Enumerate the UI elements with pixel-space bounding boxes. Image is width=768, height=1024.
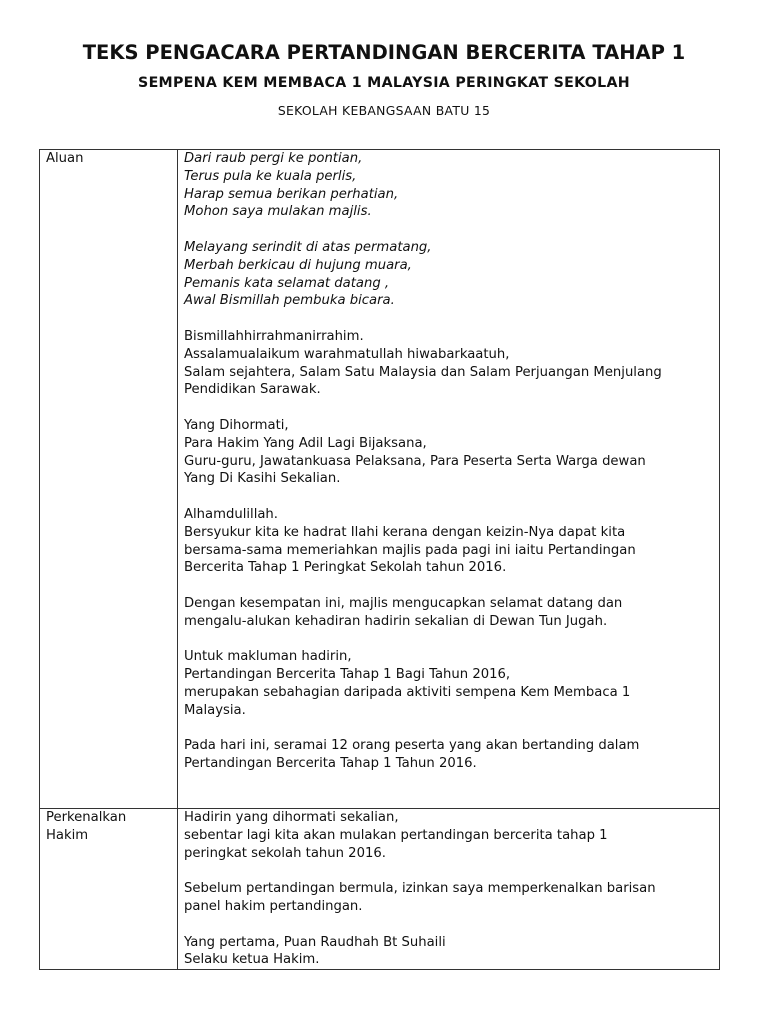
text-line: Hadirin yang dihormati sekalian, — [184, 810, 399, 825]
speech-paragraph — [184, 934, 715, 970]
text-line: Dengan kesempatan ini, majlis mengucapkan selamat datang dan — [184, 595, 623, 611]
speech-paragraph — [184, 595, 715, 631]
text-line: Untuk makluman hadirin, — [184, 649, 352, 665]
speech-paragraph — [184, 880, 715, 916]
text-line: merupakan sebahagian daripada aktiviti sempena Kem Membaca 1 — [184, 684, 631, 700]
speech-paragraph — [184, 737, 715, 773]
section-content-cell — [178, 150, 720, 809]
text-line: mengalu-alukan kehadiran hadirin sekalian di Dewan Tun Jugah. — [184, 613, 608, 629]
section-label-cell — [40, 150, 178, 809]
text-line: bersama-sama memeriahkan majlis pada pagi ini iaitu Pertandingan — [184, 542, 636, 558]
pantun-verse — [184, 239, 715, 310]
text-line: Terus pula ke kuala perlis, — [184, 168, 357, 184]
text-line: sebentar lagi kita akan mulakan pertandingan bercerita tahap 1 — [184, 827, 608, 843]
pantun-verse — [184, 150, 715, 221]
speech-paragraph — [184, 809, 715, 862]
speech-paragraph — [184, 328, 715, 399]
speech-paragraph — [184, 648, 715, 719]
text-line: Mohon saya mulakan majlis. — [184, 204, 372, 220]
section-label: Aluan — [46, 151, 84, 166]
text-line: Harap semua berikan perhatian, — [184, 186, 399, 202]
script-table — [39, 149, 720, 970]
script-row — [40, 809, 720, 970]
text-line: Merbah berkicau di hujung muara, — [184, 257, 412, 273]
document-subtitle: SEMPENA KEM MEMBACA 1 MALAYSIA PERINGKAT SEKOLAH — [138, 75, 630, 91]
script-row — [40, 150, 720, 809]
text-line: Pertandingan Bercerita Tahap 1 Bagi Tahun 2016, — [184, 667, 511, 683]
text-line: Pada hari ini, seramai 12 orang peserta yang akan bertanding dalam — [184, 738, 640, 754]
section-content-cell — [178, 809, 720, 970]
text-line: Guru-guru, Jawatankuasa Pelaksana, Para Peserta Serta Warga dewan — [184, 453, 646, 469]
text-line: Malaysia. — [184, 702, 246, 718]
text-line: Pertandingan Bercerita Tahap 1 Tahun 2016. — [184, 756, 477, 772]
section-label: Hakim — [46, 827, 89, 843]
text-line: Sebelum pertandingan bermula, izinkan saya memperkenalkan barisan — [184, 881, 656, 897]
text-line: Salam sejahtera, Salam Satu Malaysia dan Salam Perjuangan Menjulang — [184, 364, 662, 380]
speech-paragraph — [184, 506, 715, 577]
section-label: Perkenalkan — [46, 810, 127, 825]
text-line: Alhamdulillah. — [184, 506, 278, 522]
text-line: Assalamualaikum warahmatullah hiwabarkaatuh, — [184, 346, 510, 362]
section-label-cell — [40, 809, 178, 970]
text-line: Pemanis kata selamat datang , — [184, 275, 390, 291]
text-line: Para Hakim Yang Adil Lagi Bijaksana, — [184, 435, 427, 451]
document-title: TEKS PENGACARA PERTANDINGAN BERCERITA TAHAP 1 — [82, 41, 686, 64]
text-line: Melayang serindit di atas permatang, — [184, 239, 432, 255]
text-line: Pendidikan Sarawak. — [184, 382, 321, 398]
text-line: Yang Di Kasihi Sekalian. — [184, 471, 341, 487]
text-line: Bercerita Tahap 1 Peringkat Sekolah tahun 2016. — [184, 560, 507, 576]
text-line: Bersyukur kita ke hadrat Ilahi kerana dengan keizin-Nya dapat kita — [184, 524, 626, 540]
text-line: Dari raub pergi ke pontian, — [184, 151, 363, 166]
text-line: peringkat sekolah tahun 2016. — [184, 845, 386, 861]
text-line: Yang Dihormati, — [184, 417, 289, 433]
text-line: Selaku ketua Hakim. — [184, 952, 320, 968]
text-line: Bismillahhirrahmanirrahim. — [184, 328, 364, 344]
text-line: Awal Bismillah pembuka bicara. — [184, 293, 395, 309]
school-name: SEKOLAH KEBANGSAAN BATU 15 — [277, 103, 491, 118]
text-line: Yang pertama, Puan Raudhah Bt Suhaili — [184, 934, 446, 950]
speech-paragraph — [184, 417, 715, 488]
text-line: panel hakim pertandingan. — [184, 898, 363, 914]
